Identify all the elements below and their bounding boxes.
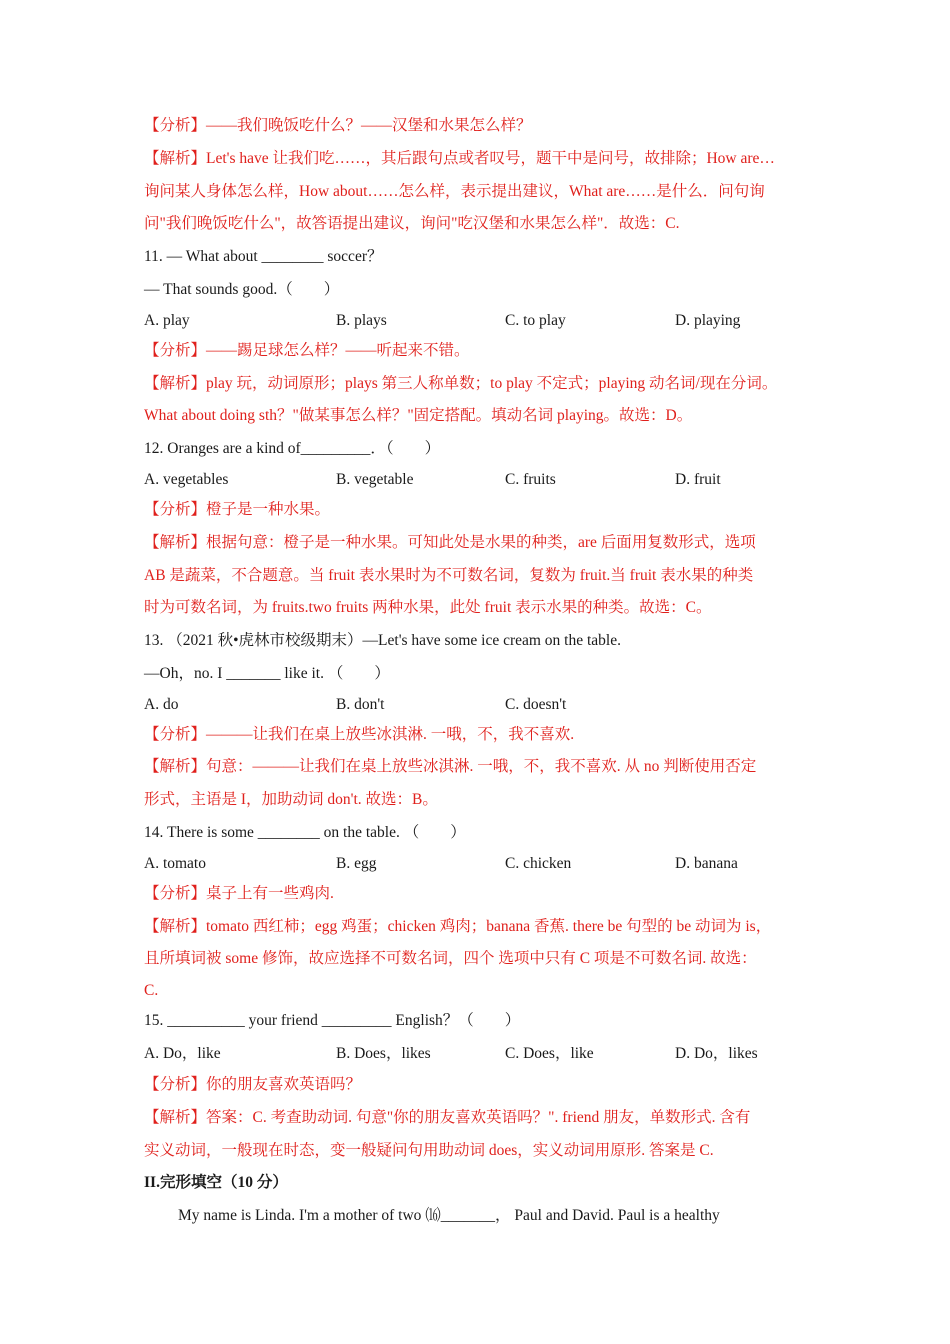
option-a: A. tomato [144, 855, 206, 872]
options-q12 [144, 470, 844, 490]
explanation-q15-line2: 实义动词，一般现在时态，变一般疑问句用助动词 does，实义动词用原形. 答案是 C. [144, 1142, 714, 1159]
explanation-q13-line1: 【解析】句意：———让我们在桌上放些冰淇淋. 一哦，不，我不喜欢. 从 no 判断使用否定 [144, 758, 757, 775]
option-c: C. Does，like [505, 1045, 594, 1062]
options-q14 [144, 854, 844, 874]
section-heading-cloze: II.完形填空（10 分） [144, 1174, 288, 1191]
question-11: 11. — What about ________ soccer？ [144, 248, 383, 265]
explanation-q14-line1: 【解析】tomato 西红柿；egg 鸡蛋；chicken 鸡肉；banana 香蕉. there be 句型的 be 动词为 is， [144, 918, 772, 935]
option-d: D. fruit [675, 471, 721, 488]
option-b: B. plays [336, 312, 387, 329]
option-d: D. Do，likes [675, 1045, 758, 1062]
option-a: A. play [144, 312, 190, 329]
option-d: D. banana [675, 855, 738, 872]
analysis-q15: 【分析】你的朋友喜欢英语吗？ [144, 1076, 362, 1093]
explanation-q12-line1: 【解析】根据句意：橙子是一种水果。可知此处是水果的种类，are 后面用复数形式，选项 [144, 534, 756, 551]
option-c: C. doesn't [505, 696, 567, 713]
explanation-q10-line2: 询问某人身体怎么样，How about……怎么样，表示提出建议，What are……是什么．问句询 [144, 183, 765, 200]
question-11-reply: — That sounds good.（ ） [144, 281, 340, 298]
option-b: B. Does，likes [336, 1045, 431, 1062]
explanation-q11-line1: 【解析】play 玩，动词原形；plays 第三人称单数；to play 不定式；playing 动名词/现在分词。 [144, 375, 778, 392]
analysis-q14: 【分析】桌子上有一些鸡肉. [144, 885, 334, 902]
option-b: B. vegetable [336, 471, 414, 488]
option-a: A. Do，like [144, 1045, 221, 1062]
options-q13 [144, 695, 844, 715]
option-d: D. playing [675, 312, 741, 329]
explanation-q10-line3: 问"我们晚饭吃什么"，故答语提出建议，询问"吃汉堡和水果怎么样"．故选：C. [144, 215, 680, 232]
explanation-q12-line3: 时为可数名词，为 fruits.two fruits 两种水果，此处 fruit 表示水果的种类。故选：C。 [144, 599, 712, 616]
analysis-q13: 【分析】———让我们在桌上放些冰淇淋. 一哦，不，我不喜欢. [144, 726, 575, 743]
option-c: C. fruits [505, 471, 556, 488]
explanation-q15-line1: 【解析】答案：C. 考查助动词. 句意"你的朋友喜欢英语吗？". friend 朋友，单数形式. 含有 [144, 1109, 751, 1126]
explanation-q14-line2: 且所填词被 some 修饰，故应选择不可数名词，四个 选项中只有 C 项是不可数名词. 故选： [144, 950, 757, 967]
option-b: B. egg [336, 855, 377, 872]
cloze-passage-line1: My name is Linda. I'm a mother of two ⒃_______， Paul and David. Paul is a healthy [178, 1207, 720, 1224]
option-b: B. don't [336, 696, 385, 713]
option-a: A. vegetables [144, 471, 229, 488]
option-a: A. do [144, 696, 179, 713]
question-13-reply: —Oh，no. I _______ like it. （ ） [144, 665, 390, 682]
question-14: 14. There is some ________ on the table. （ ） [144, 824, 466, 841]
explanation-q14-line3: C. [144, 982, 159, 999]
option-c: C. chicken [505, 855, 572, 872]
analysis-q11: 【分析】——踢足球怎么样？——听起来不错。 [144, 342, 470, 359]
question-13: 13. （2021 秋•虎林市校级期末）—Let's have some ice cream on the table. [144, 632, 621, 649]
explanation-q11-line2: What about doing sth？"做某事怎么样？"固定搭配。填动名词 playing。故选：D。 [144, 407, 693, 424]
option-c: C. to play [505, 312, 566, 329]
analysis-q12: 【分析】橙子是一种水果。 [144, 501, 331, 518]
question-15: 15. __________ your friend _________ English？（ ） [144, 1012, 521, 1029]
explanation-q13-line2: 形式，主语是 I，加助动词 don't. 故选：B。 [144, 791, 438, 808]
options-q11 [144, 311, 844, 331]
question-12: 12. Oranges are a kind of_________．（ ） [144, 440, 441, 457]
explanation-q12-line2: AB 是蔬菜，不合题意。当 fruit 表水果时为不可数名词，复数为 fruit.当 fruit 表水果的种类 [144, 567, 754, 584]
explanation-q10-line1: 【解析】Let's have 让我们吃……，其后跟句点或者叹号，题干中是问号，故排除；How are… [144, 150, 775, 167]
options-q15 [144, 1044, 844, 1064]
analysis-q10: 【分析】——我们晚饭吃什么？——汉堡和水果怎么样？ [144, 117, 532, 134]
